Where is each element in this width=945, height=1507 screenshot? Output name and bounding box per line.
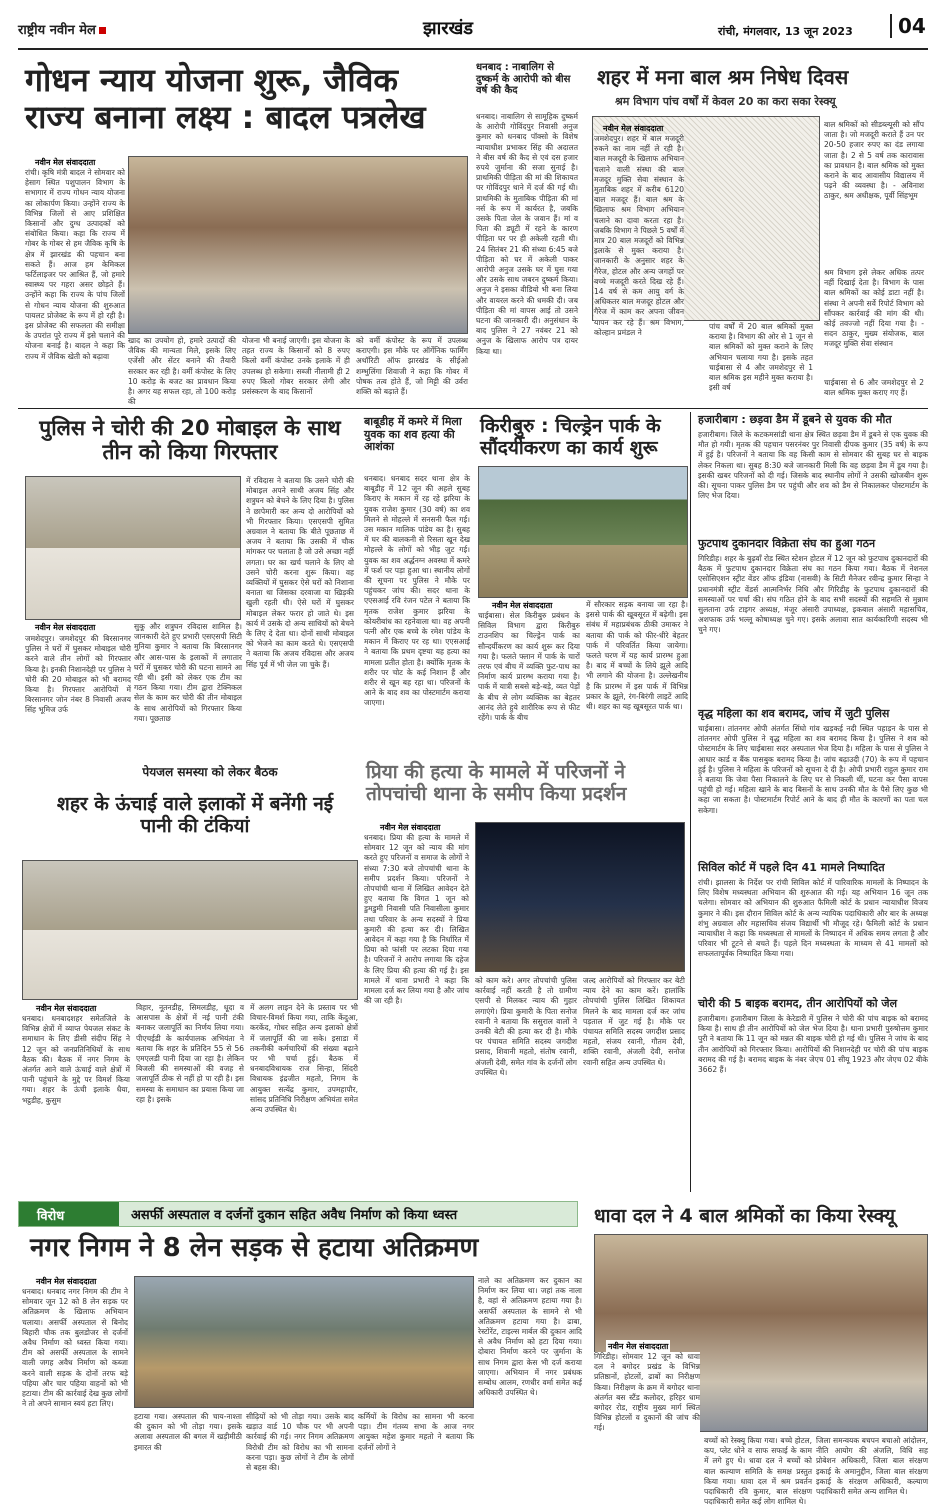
water-byline: नवीन मेल संवाददाता [36, 1004, 97, 1013]
encroachment-body2: हटाया गया। अस्पताल की चाय-नाश्ता की दुकान को भी तोड़ा गया। इसके अलावा अस्पताल की बगल में खड़ीमीठी इमारत की [134, 1412, 242, 1452]
rescue-body1: गिरिडीह। सोमवार 12 जून को धावा दल ने बगोदर प्रखंड के विभिन्न प्रतिष्ठानों, होटलों, ढाबों का निरीक्षण किया। निरीक्षण के क्रम में बगोदर थाना अंतर्गत बस स्टैंड कलोदर, हरिहर धाम बगोदर रोड, राष्ट्रीय मुख्य मार्ग स्थित विभिन्न होटलों व दुकानों की जांच की गई। [594, 1352, 700, 1465]
court-body: धनबाद। नाबालिग से सामूहिक दुष्कर्म के आरोपी गोविंदपुर निवासी अनुज कुमार को धनबाद पॉक्सो के विशेष न्यायाधीश प्रभाकर सिंह की अदालत ने बीस वर्ष की कैद से एवं दस हजार रुपये जुर्माना की सजा सुनाई है। प्राथमिकी पीड़िता की मां की शिकायत पर गोविंदपुर थाने में दर्ज की गई थी। प्राथमिकी के मुताबिक पीड़िता की मां नर्स के रूप में कार्यरत है, जबकि उसके पिता जेल के जवान हैं। मां व पिता की ड्यूटी में रहने के कारण पीड़िता घर पर ही अकेली रहती थी। 24 सितंबर 21 की संध्या 6:45 बजे पीड़िता को घर में अकेली पाकर आरोपी अनुज उसके घर में घुस गया और उसके साथ जबरन दुष्कर्म किया। अनुज ने इसका वीडियो भी बना लिया और वायरल करने की धमकी दी। जब पीड़िता की मां वापस आई तो उसने घटना की जानकारी दी। अनुसंधान के बाद पुलिस ने 27 नवंबर 21 को अनुज के खिलाफ आरोप पत्र दायर किया था। [476, 112, 578, 356]
encroachment-body3: सीढ़ियों को भी तोड़ा गया। उसके बाद खड़ाउ वार्ड 10 चौक पर भी अपनी कार्रवाई की गई। नगर निगम अतिक्रमण विरोधी टीम को विरोध का भी सामना करना पड़ा। कुछ लोगों ने टीम के लोगों से बहस की। [246, 1412, 354, 1473]
brief4-headline: सिविल कोर्ट में पहले दिन 41 मामले निष्पादित [698, 861, 885, 874]
protest-byline: नवीन मेल संवाददाता [380, 823, 441, 832]
mobile-theft-body2: सुकू और शत्रुघन रविदास शामिल है। जानकारी देते हुए प्रभारी एसएसपी सिटी मुनिया कुमार ने बताया कि बिरसानगर और आस-पास के इलाकों में लगातार घरों में घुसकर चोरी की घटना सामने आ रही थी। इसी को लेकर एक टीम का गठन किया गया। टीम द्वारा टेक्निकल सेल के काम कर चोरी की तीन मोबाइल के साथ आरोपियों को गिरफ्तार किया गया। पूछताछ [134, 622, 242, 723]
rescue-byline: नवीन मेल संवाददाता [608, 1342, 669, 1351]
park-headline: किरीबुरु : चिल्ड्रेन पार्क के सौंदर्यीकरण का कार्य शुरू [480, 415, 661, 459]
mobile-theft-body1: जमशेदपुर। जमशेदपुर की बिरसानगर पुलिस ने घरों में घुसकर मोबाइल चोरी करने वाले तीन लोगों को गिरफ्तार किया है। इनकी निशानदेही पर पुलिस ने चोरी की 20 मोबाइल को भी बरामद किया है। गिरफ्तार आरोपियों में बिरसानगर जोन नंबर 8 निवासी अजय सिंह भूमिज उर्फ [25, 634, 131, 715]
water-body2: विहार, नूतनडीह, सिमलडीह, धूदा व आसपास के क्षेत्रों में नई पानी टंकी बनाकर जलापूर्ति का निर्णय लिया गया। पीएचईडी के कार्यपालक अभियंता ने बताया कि शहर के प्रतिदिन 55 से 56 एमएलडी पानी दिया जा रहा है। लेकिन बिजली की समस्याओं की वजह से जलापूर्ति ठीक से नहीं हो पा रही है। इस समस्या के समाधान का प्रयास किया जा रहा है। इसके [136, 1003, 244, 1104]
child-labour-body1: जमशेदपुर। शहर में बाल मजदूरी रुकने का नाम नहीं ले रही है। बाल मजदूरी के खिलाफ अभियान चलाने वाली संस्था की बाल मजदूर मुक्ति सेवा संस्थान के मुताबिक शहर में करीब 6120 बाल मजदूर हैं। बाल श्रम के खिलाफ श्रम विभाग अभियान चलाने का दावा करता रहा है। जबकि विभाग ने पिछले 5 वर्षों में मात्र 20 बाल मजदूरों को विभिन्न इलाके से मुक्त कराया है। जानकारी के अनुसार शहर के गैरेज, होटल और अन्य जगहों पर बच्चे मजदूरी करते दिख रहे हैं। 14 वर्ष से कम आयु वर्ग के अधिकतर बाल मजदूर होटल और गैरेज में काम कर अपना जीवन यापन कर रहे हैं। श्रम विभाग, कोल्हान प्रमंडल ने [594, 134, 684, 402]
lead-body-col2: खाद का उपयोग हो, हमारे उत्पादों की जैविक की मान्यता मिले, इसके लिए एजेंसी और सेंटर बनाने की तैयारी सरकार कर रही है। वर्मी कंपोस्ट के लिए 10 करोड़ के बजट का प्रावधान किया है। अगर यह सफल रहा, तो 100 करोड़ की [128, 336, 236, 407]
child-labour-body3: चाईबासा से 6 और जमशेदपुर से 2 बाल श्रमिक मुक्त कराए गए हैं। [824, 378, 924, 398]
park-photo [478, 466, 688, 598]
brief5-headline: चोरी की 5 बाइक बरामद, तीन आरोपियों को जेल [698, 997, 898, 1010]
brief3-headline: वृद्ध महिला का शव बरामद, जांच में जुटी पुलिस [698, 707, 890, 720]
encroachment-photo [134, 1276, 474, 1408]
protest-photo [475, 822, 685, 972]
lead-body-col3: योजना भी बनाई जाएगी। इस योजना के तहत राज्य के किसानों को 8 रुपए किलो वर्मी कंपोस्ट उनके इलाके में ही उपलब्ध हो सकेगा। सब्जी नीलामी ही 2 रुपए किलो गोबर सरकार लेगी और प्रसंस्करण के बाद किसानों [242, 336, 350, 397]
mobile-theft-photo [25, 476, 241, 620]
band-text: असर्फी अस्पताल व दर्जनों दुकान सहित अवैध निर्माण को किया ध्वस्त [131, 1208, 458, 1223]
child-labour-byline: नवीन मेल संवाददाता [603, 124, 664, 133]
lead-photo [128, 156, 468, 334]
murder-body: धनबाद। धनबाद सदर थाना क्षेत्र के बाबूडीह में 12 जून की अहले सुबह किराए के मकान में रह रहे झरिया के युवक राजेश कुमार (30 वर्ष) का शव मिलने से मोहल्ले में सनसनी फैल गई। उस मकान मालिक पांडेय का है। सुबह में घर की बालकनी से रिसता खून देख मोहल्ले के लोगों को भीड़ जुट गई। युवक का शव अर्द्धनग्न अवस्था में कमरे में फर्श पर पड़ा हुआ था। स्थानीय लोगों की सूचना पर पुलिस ने मौके पर पहुंचकर जांच की। सदर थाना के एएसआई रवि रंजन पटेल ने बताया कि मृतक राजेश कुमार झरिया के कोयरीबांध का रहनेवाला था। वह अपनी पत्नी और एक बच्चे के रमेश पांडेय के मकान में किराए पर रह था। एएसआई ने बताया कि प्रथम दृष्टया यह हत्या का मामला प्रतीत होता है। क्योंकि मृतक के शरीर पर चोट के कई निशान हैं और शरीर से खून बह रहा था। परिजनों के आने के बाद शव का पोस्टमार्टम कराया जाएगा। [364, 474, 470, 708]
brief2-headline: फुटपाथ दुकानदार विक्रेता संघ का हुआ गठन [698, 537, 876, 550]
park-body2: में सौरकार सड़क बनाया जा रहा है। इससे पार्क की खूबसूरत में बढ़ेगी। इस संबंध में महाप्रबंधक ठीकी उमाकर ने बताया की पार्क को फीर-धीरे बेहतर पार्क में परिवर्तित किया जायेगा। फलते चरण में यह कार्य प्रारम्भ हुआ है। बाद में बच्चों के लिये झूले आदि भी लगाने की योजना है। उल्लेखनीय है कि प्रारम्भ में इस पार्क में विभिन्न प्रकार के झूले, रंग-बिरंगी लाइटें आदि थी। शहर का यह खूबसूरत पार्क था। [586, 600, 688, 712]
lead-byline: नवीन मेल संवाददाता [35, 158, 96, 167]
encroachment-body4: कर्मियों के विरोध का सामना भी करना पड़ा। टीम गंतव्य सभा के आज नगर आयुक्त महेश कुमार महतो ने बताया कि दर्जनों लोगों ने [358, 1412, 474, 1452]
divider [18, 408, 928, 409]
water-kicker: पेयजल समस्या को लेकर बैठक [142, 765, 278, 779]
park-byline: नवीन मेल संवाददाता [492, 601, 553, 610]
child-labour-quote2: श्रम विभाग इसे लेकर अधिक तत्पर नहीं दिखाई देता है। विभाग के पास बाल श्रमिकों का कोई डाटा नहीं है। संस्था ने अपनी सर्वे रिपोर्ट विभाग को सौंपकर कार्रवाई की मांग की थी। कोई तवज्जो नहीं दिया गया है। - सदन ठाकुर, मुख्य संयोजक, बाल मजदूर मुक्ति सेवा संस्थान [824, 268, 924, 349]
brief4-body: रांची। झालसा के निर्देश पर रांची सिविल कोर्ट में पारिवारिक मामलों के निष्पादन के लिए विशेष मध्यस्थता अभियान की शुरुआत की गई। यह अभियान 16 जून तक चलेगा। सोमवार को अभियान की शुरुआत फैमिली कोर्ट के प्रधान न्यायाधीश विजय कुमार ने की। इस दौरान सिविल कोर्ट के अन्य न्यायिक पदाधिकारी और बार के अध्यक्ष शंभु अग्रवाल और महासचिव संजय विद्यार्थी भी मौजूद रहे। फैमिली कोर्ट के प्रधान न्यायाधीश ने कहा कि मध्यस्थता से मामलों के निष्पादन में अधिक समय लगता है और परिवार भी टूटने से बचते हैं। पहले दिन मध्यस्थता के माध्यम से 41 मामलों को सफलतापूर्वक निष्पादित किया गया। [698, 878, 928, 959]
brand-dot-icon [99, 27, 106, 34]
brief2-body: गिरिडीह। शहर के बुढ़वाँ रोड स्थित स्टेशन होटल में 12 जून को फुटपाथ दुकानदारों की बैठक में फुटपाथ दुकानदार विक्रेता संघ का गठन किया गया। बैठक में नेशनल एसोसिएशन स्ट्रीट वेंडर ऑफ इंडिया (नासवी) के सिटी मैनेजर रवीन्द्र कुमार सिन्हा ने प्रधानमंत्री स्ट्रीट वेंडर्स आत्मनिर्भर निधि और गिरिडीह के फुटपाथ दुकानदारों की समस्याओं पर चर्चा की। संघ गठित होने के बाद सभी सदस्यों की सहमति से मुन्नाम सुलताना उर्फ टाइगर अध्यक्ष, मंजूर अंसारी उपाध्यक्ष, इकबाल अंसारी महासचिव, अशफाक उर्फ भल्लू कोषाध्यक्ष चुने गए। इसके अलावा सात कार्यकारिणी सदस्य भी चुने गए। [698, 554, 928, 635]
lead-body-col1: रांची। कृषि मंत्री बादल ने सोमवार को हेसाग स्थित पशुपालन विभाग के सभागार में राज्य गोधन न्याय योजना का लोकार्पण किया। उन्होंने राज्य के विभिन्न जिलों से आए प्रशिक्षित किसानों और दुग्ध उत्पादकों को संबोधित किया। कहा कि राज्य में गोबर के गोबर से हम जैविक कृषि के क्षेत्र में झारखंड की पहचान बना सकते हैं। आज हम केमिकल फर्टिलाइजर पर आश्रित हैं, जो हमारे स्वास्थ्य पर गहरा असर छोड़ते हैं। उन्होंने कहा कि राज्य के पांच जिलों से गोधन न्याय योजना की शुरुआत पायलट प्रोजेक्ट के रूप में हो रही है। इस प्रोजेक्ट की सफलता की समीक्षा के उपरांत पूरे राज्य में इसे चलाने की योजना बनाई है। बादल ने कहा कि राज्य में जैविक खेती को बढ़ावा [25, 168, 125, 361]
band-tag: विरोध [19, 1202, 119, 1226]
protest-body3: जल्द आरोपियों को गिरफ्तार कर बेटी न्याय देने का काम करें। हालांकि तोपचांची पुलिस लिखित शिकायत मिलने के बाद मामला दर्ज कर जांच पड़ताल में जुट गई है। मौके पर पंचायत समिति सदस्य जगदीश प्रसाद महतो, संजय रवानी, गौतम देवी, शक्ति रवानी, अंजली देवी, सनोज रवानी सहित अन्य उपस्थित थे। [583, 976, 685, 1067]
murder-headline: बाबूडीह में कमरे में मिला युवक का शव हत्या की आशंका [364, 415, 462, 454]
rescue-body2: बच्चों को रेस्क्यू किया गया। बच्चे होटल, कप, प्लेट धोने व साफ सफाई के काम में लगे हुए थे। धावा दल ने बच्चों को बाल कल्याण समिति के समक्ष प्रस्तुत किया गया। धावा दल में श्रम प्रवर्तन पदाधिकारी रवि कुमार, बाल संरक्षण पदाधिकारी समेत कई लोग शामिल थे। [704, 1436, 812, 1507]
court-kicker: धनबाद : नाबालिग से दुष्कर्म के आरोपी को बीस वर्ष की कैद [476, 62, 571, 96]
rescue-headline: धावा दल ने 4 बाल श्रमिकों का किया रेस्क्यू [594, 1205, 895, 1227]
child-labour-body2: पांच वर्षों में 20 बाल श्रमिकों मुक्त कराया है। विभाग की ओर से 1 जून से बाल श्रमिकों को मुक्त कराने के लिए अभियान चलाया गया है। इसके तहत चाईबासा से 4 और जमशेदपुर से 1 बाल श्रमिक इस महीने मुक्त कराया है। इसी वर्ष [709, 322, 813, 393]
brief1-headline: हजारीबाग : छड़वा डैम में डूबने से युवक की मौत [698, 413, 892, 426]
lead-body-col4: को वर्मी कंपोस्ट के रूप में उपलब्ध कराएगी। इस मौके पर ऑर्गेनिक फार्मिंग अथॉरिटी ऑफ झारखंड के सीईओ शम्भुलिंगा शिवाजी ने कहा कि गोबर में पोषक तत्व होते हैं, जो मिट्टी की उर्वरा शक्ति को बढ़ाते हैं। [356, 336, 468, 397]
encroachment-headline: नगर निगम ने 8 लेन सड़क से हटाया अतिक्रमण [30, 1233, 479, 1263]
child-labour-subhead: श्रम विभाग पांच वर्षों में केवल 20 का करा सका रेस्क्यू [615, 95, 836, 108]
column-rule [690, 412, 691, 1192]
brief1-body: हजारीबाग। जिले के कटकमसांडी थाना क्षेत्र स्थित छड़वा डैम में डूबने से एक युवक की मौत हो गयी। मृतक की पहचान पसरनंबर पुर निवासी दीपक कुमार (35 वर्ष) के रूप में हुई है। परिजनों ने बताया कि वह किसी काम से सोमवार की सुबह घर से बाइक लेकर निकला था। सुबह 8:30 बजे जानकारी मिली कि वह छड़वा डैम में डूब गया है। इसकी खबर परिजनों को दी गई। जिसके बाद स्थानीय लोगों ने उसकी खोजबीन शुरू की। सूचना पाकर पुलिस डैम पर पहुंची और शव को डैम से निकालकर पोस्टमार्टम के लिए भेज दिया। [698, 430, 928, 501]
protest-headline: प्रिया की हत्या के मामले में परिजनों ने तोपचांची थाना के समीप किया प्रदर्शन [366, 761, 627, 805]
masthead-bar [18, 14, 928, 50]
child-labour-quote1: बाल श्रमिकों को सीडब्ल्यूसी को सौंप जाता है। जो मजदूरी कराते हैं उन पर 20-50 हजार रुपए का दंड लगाया जाता है। 2 से 5 वर्ष तक कारावास का प्रावधान है। बाल श्रमिक को मुक्त कराने के बाद आवासीय विद्यालय में पढ़ने की व्यवस्था है। - अविनाश ठाकुर, श्रम अधीक्षक, पूर्वी सिंहभूम [824, 120, 924, 201]
child-labour-headline: शहर में मना बाल श्रम निषेध दिवस [597, 65, 849, 89]
water-body3: में अलग लाइन देने के प्रस्ताव पर भी विचार-विमर्श किया गया, ताकि केंदुआ, करकेंद, गोधर सहित अन्य इलाको क्षेत्रों में जलापूर्ति की जा सके। इसाडा में तकनीकी कर्मचारियों की संख्या बढ़ाने पर भी चर्चा हुई। बैठक में धनबादविधायक राज सिन्हा, सिंदरी विधायक इंद्रजीत महतो, निगम के आयुक्त सत्येंद्र कुमार, उपमहापौर, सांसद प्रतिनिधि निरीक्षण अभियंता समेत अन्य उपस्थित थे। [250, 1003, 359, 1115]
brand-name: राष्ट्रीय नवीन मेल [18, 20, 106, 38]
mobile-theft-body3: में रविदास ने बताया कि उसने चोरी की मोबाइल अपने साथी अजय सिंह और शत्रुघन को बेचने के लिए दिया है। पुलिस ने छापेमारी कर अन्य दो आरोपियों को भी गिरफ्तार किया। एसएसपी सुमित अग्रवाल ने बताया कि बीते पूछताछ में अजय ने बताया कि उसकी में चौक मांगकर पर चलाता है जो उसे अच्छा नहीं लगता। घर का खर्च चलाने के लिए वो उसने चोरी करना शुरू किया। वह व्यक्तियों में घुसकर ऐसे घरों को निशाना बनाता था जिसका दरवाजा या खिड़की खुली रहती थी। ऐसे घरों में घुसकर मोबाइल लेकर फरार हो जाते थे। इस कार्य में उसके दो अन्य साथियों को बेचने के लिए दे देता था। दोनों साथी मोबाइल को भेजने का काम करते थे। एसएसपी ने बताया कि अजय रविदास और अजय सिंह पूर्व में भी जेल जा चुके हैं। [246, 476, 354, 669]
water-headline: शहर के ऊंचाई वाले इलाकों में बनेंगी नई पानी की टंकियां [56, 793, 334, 837]
protest-body2: को काम करे। अगर तोपचांची पुलिस कार्रवाई नहीं करती है तो ग्रामीण एसपी से मिलकर न्याय की गुहार लगाएंगे। प्रिया कुमारी के पिता सनोज रवानी ने बताया कि ससुराल वालों ने उनकी बेटी की हत्या कर दी है। मौके पर पंचायत समिति सदस्य जगदीश प्रसाद, शिवानी महतो, संतोष रवानी, अंजली देवी, समेत गांव के दर्जनों लोग उपस्थित थे। [475, 976, 577, 1077]
protest-body1: धनबाद। प्रिया की हत्या के मामले में सोमवार 12 जून को न्याय की मांग करते हुए परिजनों व समाज के लोगों ने संध्या 7:30 बजे तोपचांची थाना के समीप प्रदर्शन किया। परिजनों ने तोपचांची थाना में लिखित आवेदन देते हुए बताया कि विगत 1 जून को डुमडुमी निवासी पति निवासीला कुमार तथा परिवार के अन्य सदस्यों ने प्रिया कुमारी की हत्या कर दी। लिखित आवेदन में कहा गया है कि निर्धारित मेंं प्रिया को फांसी पर लटका दिया गया है। परिजनों ने आरोप लगाया कि दहेज के लिए प्रिया की हत्या की गई है। इस मामले में थाना प्रभारी ने कहा कि मामला दर्ज कर लिया गया है और जांच की जा रही है। [364, 833, 469, 1006]
issue-date: रांची, मंगलवार, 13 जून 2023 [718, 25, 853, 38]
page-number: 04 [890, 14, 926, 38]
water-body1: धनबाद। धनबादशहर समेतजिले के विभिन्न क्षेत्रों में व्याप्त पेयजल संकट के समाधान के लिए डीसी संदीप सिंह ने 12 जून को जनप्रतिनिधियों के साथ बैठक की। बैठक में नगर निगम के अंतर्गत आने वाले ऊंचाई वाले क्षेत्रों में पानी पहुंचाने के मुद्दे पर विमर्श किया गया। शहर के ऊंची इलाके धैया, भट्ठडीह, कुसुम [22, 1014, 130, 1105]
mobile-theft-headline: पुलिस ने चोरी की 20 मोबाइल के साथ तीन को किया गिरफ्तार [39, 416, 341, 465]
encroachment-body5: नाले का अतिक्रमण कर दुकान का निर्माण कर लिया था। जहां तक नाला है, वहां से अतिक्रमण हटाया गया है। असर्फी अस्पताल के सामने से भी अतिक्रमण हटाया गया है। ढाबा, रेस्टोरेंट, टाइल्स मार्बल की दुकान आदि से अवैध निर्माण को हटा दिया गया। दोबारा निर्माण करने पर जुर्माना के साथ निगम द्वारा केस भी दर्ज कराया जाएगा। अभियान में नगर प्रबंधक सम्बोध आलम, रणधीर वर्मा समेत कई अधिकारी उपस्थित थे। [478, 1276, 582, 1398]
water-meeting-photo [22, 860, 358, 1000]
tagline-band [18, 1201, 578, 1227]
mobile-theft-byline: नवीन मेल संवाददाता [35, 623, 96, 632]
encroachment-byline: नवीन मेल संवाददाता [36, 1277, 97, 1286]
rescue-body3: जिला समन्वयक बचपन बचाओ आंदोलन, नीति आयोग की अंजलि, विधि सह प्रोबेशन अधिकारी, जिला बाल संरक्षण इकाई के अमानुद्दीन, जिला बाल संरक्षण इकाई के संरक्षण अधिकारी, कल्याण पदाधिकारी समेत अन्य शामिल थे। [816, 1436, 928, 1497]
section-title: झारखंड [423, 18, 473, 39]
park-body1: चाईबासा। सेल किरीबुरु प्रबंधन के सिविल विभाग द्वारा किरीबुरु टाउनशिप का चिल्ड्रेन पार्क का सौन्दर्यीकरण का कार्य शुरू कर दिया गया है। फलते फ्लान में पार्क के चारों तरफ एवं बीच में व्यक्ति फुट-पाथ का निर्माण कार्य प्रारम्भ कराया गया है। पार्क में यात्री सबसे बड़े-बड़े, व्यत पेड़ों के बीच से लोग व्यक्तिक का बेहतर आनंद लेते हुये शारीरिक रूप से फीट रहेंगे। पार्क के बीच [478, 611, 580, 723]
brief5-body: हजारीबाग। हजारीबाग जिला के केरेडारी में पुलिस ने चोरी की पांच बाइक को बरामद किया है। साथ ही तीन आरोपियों को जेल भेज दिया है। थाना प्रभारी पुरुषोत्तम कुमार पुरी ने बताया कि 11 जून को मन्नत की बाइक चोरी हो गई थी। पुलिस ने जांच के बाद तीन आरोपियों को गिरफ्तार किया। आरोपियों की निशानदेही पर चोरी की पांच बाइक बरामद की गई है। बरामद बाइक के नंबर जेएच 01 सीयू 1923 और जेएच 02 बीके 3662 हैं। [698, 1014, 928, 1075]
brief3-body: चाईबासा। तांतनगर ओपी अंतर्गत सिंघो गांव खड़कई नदी स्थित पहाड़न के पास से तांतनगर ओपी पुलिस ने वृद्ध महिला का शव बरामद किया है। पुलिस ने शव को पोस्टमार्टम के लिए चाईबासा सदर अस्पताल भेज दिया है। महिला के पास से पुलिस ने आधार कार्ड व बैंक पासबुक बरामद किया है। जांच बढ़ाउदी (70) के रूप में पहचान हुई है। पुलिस ने महिला के परिजनों को सूचना दे दी है। ओपी प्रभारी राहुल कुमार राम ने बताया कि जेवा पैसा निकालने के लिए घर से निकली थीं, घटना कर पैसा वापस पहुंची हो गई। महिला खाने के बाद बिसनों के साथ उनकी मौत के पैसे लिए कुछ भी कहा जा सकता है। पोस्टमार्टम रिपोर्ट आने के बाद ही मौत के कारणों का पता चल सकेगा। [698, 724, 928, 815]
lead-headline: गोधन न्याय योजना शुरू, जैविक राज्य बनाना लक्ष्य : बादल पत्रलेख [25, 61, 426, 136]
encroachment-body1: धनबाद। धनबाद नगर निगम की टीम ने सोमवार जून 12 को 8 लेन सड़क पर अतिक्रमण के खिलाफ अभियान चलाया। असर्फी अस्पताल से बिनोद बिहारी चौक तक बुलडोजर से दर्जनों अवैध निर्माण को ध्वस्त किया गया। टीम को असर्फी अस्पताल के सामने वाली जगह अवैध निर्माण को कब्जा करने वाली सड़क के दोनों तरफ बड़े पहिया और चार पहिया वाहनों को भी हटाया। टीम की कार्रवाई देख कुछ लोगों ने तो अपने सामान स्वयं हटा लिए। [22, 1287, 128, 1409]
